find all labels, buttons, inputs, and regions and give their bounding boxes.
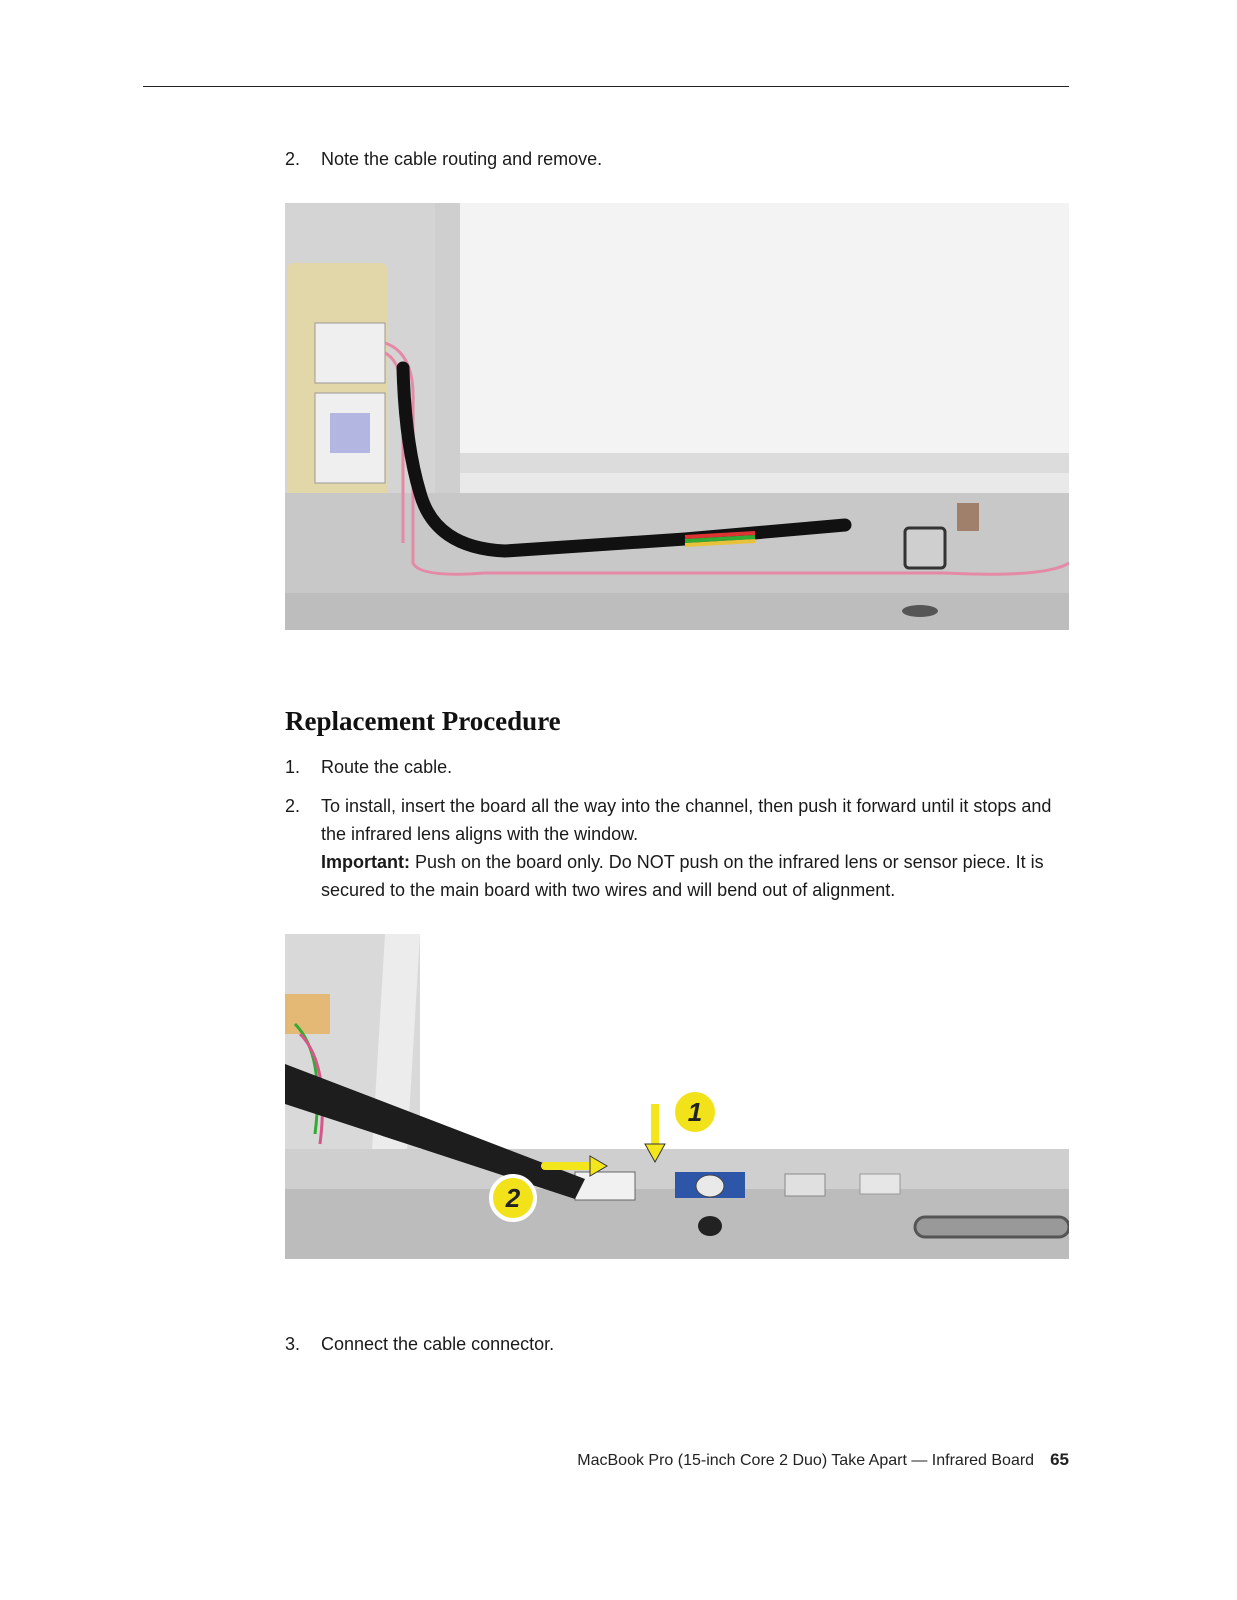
page-footer: [577, 1450, 1069, 1470]
cable-routing-photo: [285, 203, 1069, 630]
header-rule: [143, 86, 1069, 87]
step-number: 3.: [285, 1334, 301, 1354]
step-text: Note the cable routing and remove.: [321, 149, 603, 169]
step-number: 1.: [285, 757, 301, 777]
step-number: 2.: [285, 796, 301, 816]
important-label: Important:: [321, 852, 410, 872]
callout-2: 2: [505, 1183, 521, 1213]
step-number: 2.: [285, 149, 301, 169]
page-number: 65: [1050, 1450, 1069, 1469]
step-text: Connect the cable connector.: [321, 1334, 555, 1354]
important-text: Push on the board only. Do NOT push on the infrared lens or sensor piece. It is secured to the main board with two wires and will bend out of alignment.: [321, 852, 1044, 900]
replacement-step-2: [285, 792, 1069, 904]
step-text: Route the cable.: [321, 757, 453, 777]
replacement-step-3: [285, 1330, 1069, 1358]
step-text: [321, 792, 1069, 904]
removal-step-2: [285, 145, 1069, 173]
section-heading: Replacement Procedure: [285, 706, 561, 736]
step-body: To install, insert the board all the way into the channel, then push it forward until it stops and the infrared lens aligns with the window.: [321, 796, 1052, 844]
installation-photo: [285, 934, 1069, 1259]
replacement-step-1: [285, 753, 1069, 781]
callout-1: 1: [687, 1097, 703, 1127]
footer-title: MacBook Pro (15-inch Core 2 Duo) Take Apart — Infrared Board: [577, 1452, 1035, 1469]
